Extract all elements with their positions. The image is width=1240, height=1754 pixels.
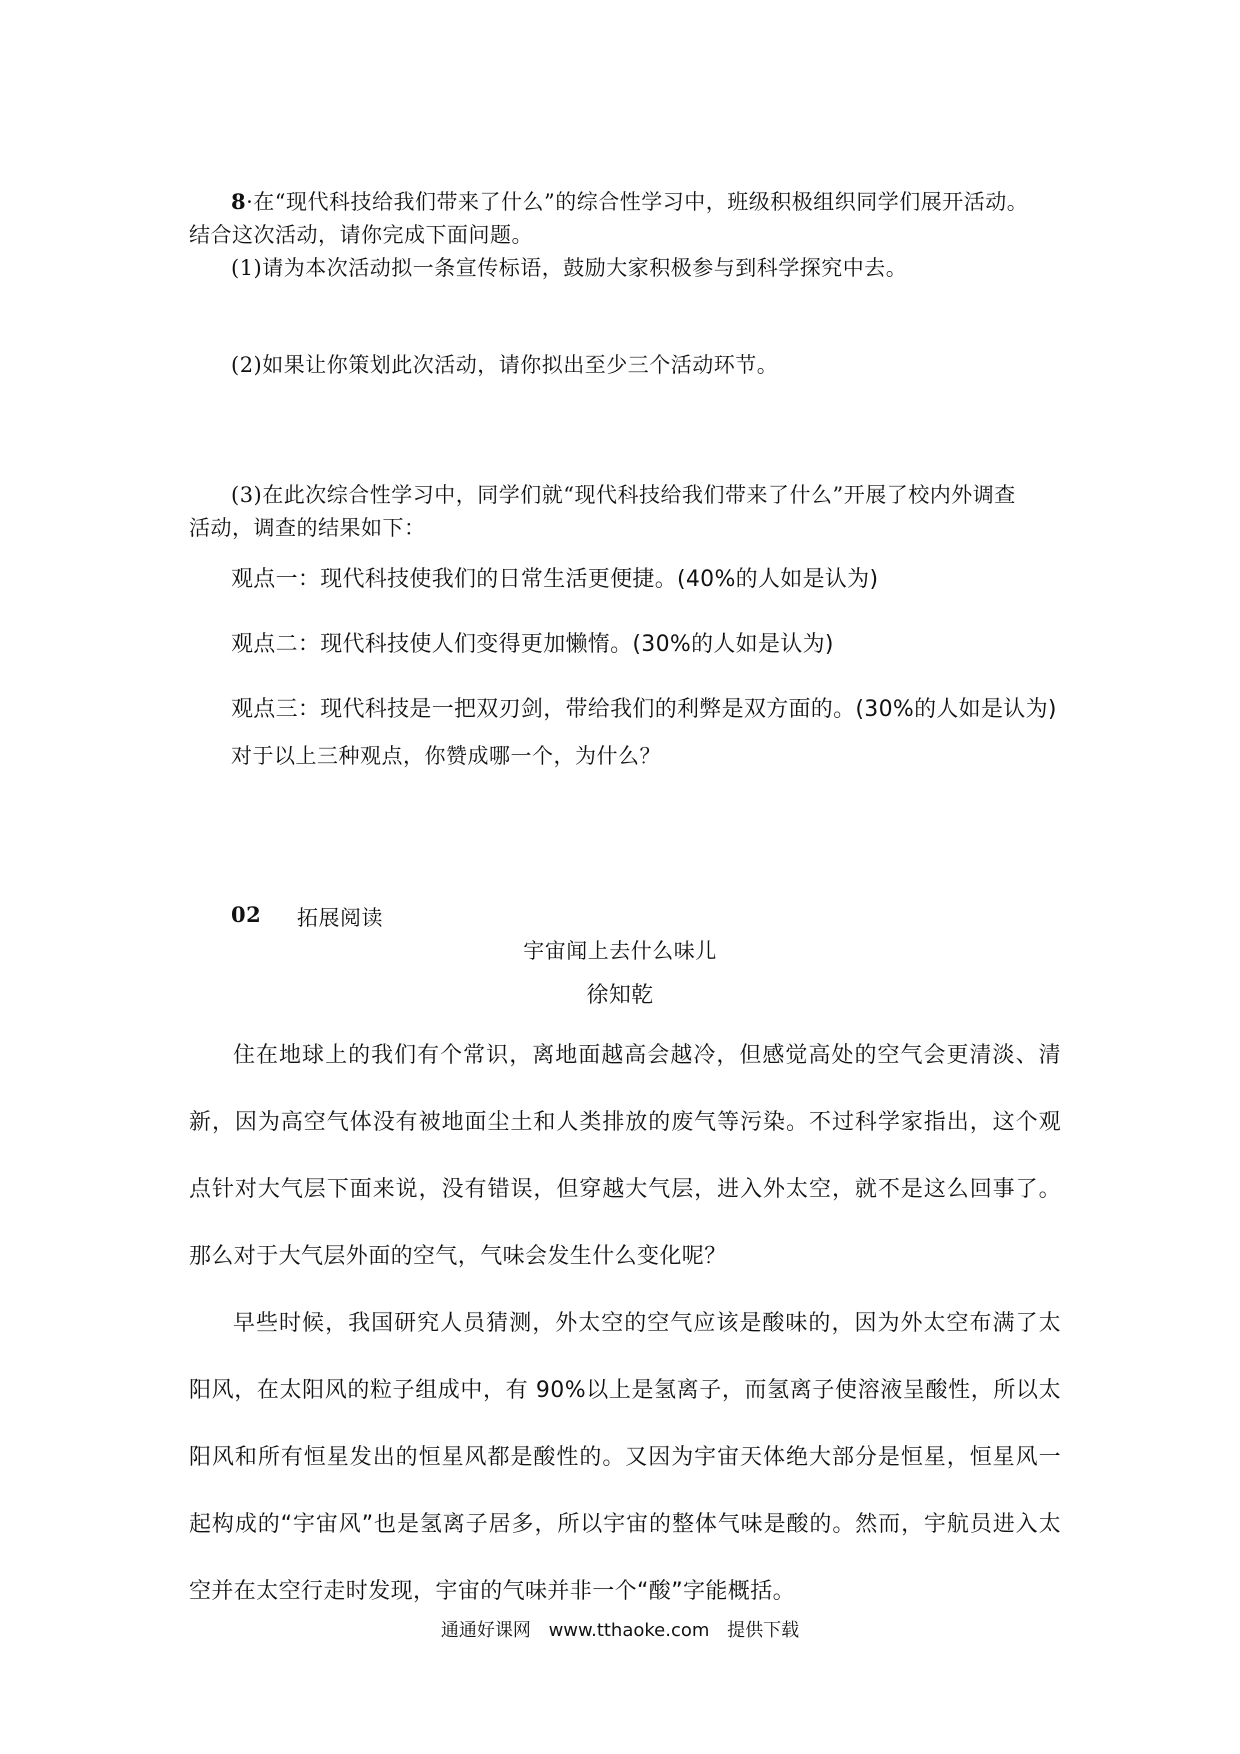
article-title: 宇宙闻上去什么味儿 xyxy=(523,939,717,963)
section-title: 拓展阅读 xyxy=(297,906,383,930)
question-8-part3-line2: 活动，调查的结果如下： xyxy=(189,516,426,540)
footer-site-name: 通通好课网 xyxy=(440,1620,531,1641)
question-8-intro-text: ·在“现代科技给我们带来了什么”的综合性学习中，班级积极组织同学们展开活动。 xyxy=(246,190,1029,214)
article-body xyxy=(189,1022,1061,1625)
question-number: 8 xyxy=(231,189,247,214)
footer-url[interactable]: www.tthaoke.com xyxy=(548,1620,710,1641)
viewpoint-1: 观点一：现代科技使我们的日常生活更便捷。(40%的人如是认为) xyxy=(231,567,879,592)
footer xyxy=(0,1616,1240,1642)
viewpoint-2: 观点二：现代科技使人们变得更加懒惰。(30%的人如是认为) xyxy=(231,632,834,657)
viewpoint-question: 对于以上三种观点，你赞成哪一个，为什么？ xyxy=(231,744,661,768)
viewpoint-3: 观点三：现代科技是一把双刃剑，带给我们的利弊是双方面的。(30%的人如是认为) xyxy=(231,697,1057,722)
footer-note: 提供下载 xyxy=(727,1620,800,1641)
article-paragraph: 住在地球上的我们有个常识，离地面越高会越冷，但感觉高处的空气会更清淡、清新，因为高空气体没有被地面尘土和人类排放的废气等污染。不过科学家指出，这个观点针对大气层下面来说，没有错误，但穿越大气层，进入外太空，就不是这么回事了。那么对于大气层外面的空气，气味会发生什么变化呢？ xyxy=(189,1043,1061,1269)
article-author: 徐知乾 xyxy=(586,983,654,1008)
question-8-part1: (1)请为本次活动拟一条宣传标语，鼓励大家积极参与到科学探究中去。 xyxy=(231,256,908,280)
question-8-part2: (2)如果让你策划此次活动，请你拟出至少三个活动环节。 xyxy=(231,353,779,377)
question-8-intro-line1 xyxy=(231,186,1028,216)
question-8-part3-line1: (3)在此次综合性学习中，同学们就“现代科技给我们带来了什么”开展了校内外调查 xyxy=(231,483,1016,507)
question-8-intro-line2: 结合这次活动，请你完成下面问题。 xyxy=(189,223,533,247)
article-paragraph: 早些时候，我国研究人员猜测，外太空的空气应该是酸味的，因为外太空布满了太阳风，在太阳风的粒子组成中，有 90%以上是氢离子，而氢离子使溶液呈酸性，所以太阳风和所有恒星发出的恒星风都是酸性的。又因为宇宙天体绝大部分是恒星，恒星风一起构成的“宇宙风”也是氢离子居多，所以宇宙的整体气味是酸的。然而，宇航员进入太空并在太空行走时发现，宇宙的气味并非一个“酸”字能概括。 xyxy=(189,1311,1061,1604)
section-number: 02 xyxy=(231,902,262,927)
